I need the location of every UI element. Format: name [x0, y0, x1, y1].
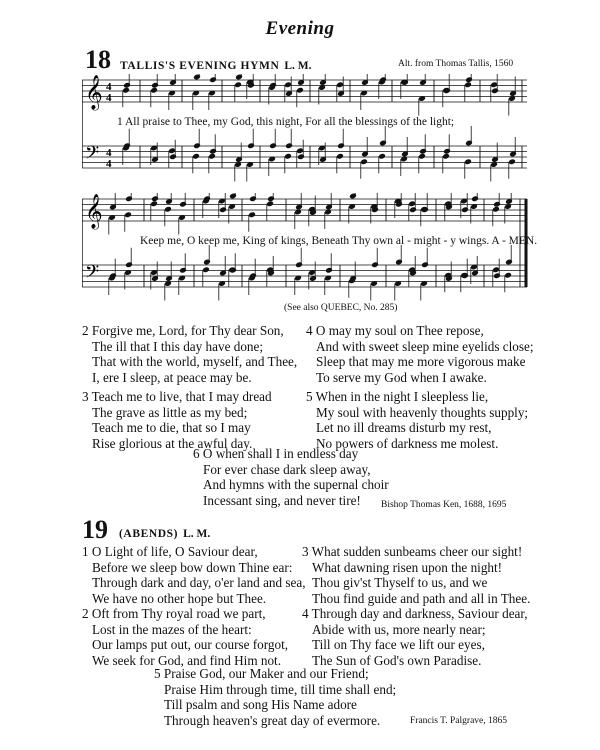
note-head [336, 81, 344, 88]
note-head [208, 153, 216, 160]
treble-staff [82, 80, 527, 102]
treble-clef-icon: 𝄞 [85, 75, 103, 110]
note-head [247, 142, 255, 149]
note-head [443, 148, 451, 155]
note-head [151, 195, 159, 202]
meter: L. M. [284, 60, 312, 72]
note-head [229, 267, 237, 274]
note-head [379, 140, 387, 147]
note-head [421, 261, 429, 268]
note-head [203, 259, 211, 266]
treble-clef-icon: 𝄞 [85, 194, 103, 229]
note-head [150, 87, 158, 94]
note-head [193, 142, 201, 149]
note-head [464, 158, 472, 165]
bass-clef-icon: 𝄢 [85, 143, 100, 168]
note-head [150, 200, 158, 207]
tune-header [120, 56, 312, 74]
note-head [179, 201, 187, 208]
note-head [164, 206, 172, 213]
stanza-4: 4 Through day and darkness, Saviour dear, Abide with us, more nearly near; Till on Thy face we lift our eyes, The Sun of God's own Paradise. [302, 606, 528, 668]
stanza-2: 2 Oft from Thy royal road we part, Lost in the mazes of the heart: Our lamps put out, our course forgot, We seek for God, and find Him not. [82, 606, 289, 668]
note-head [465, 140, 473, 147]
note-head [491, 87, 499, 94]
time-signature: 4 [106, 92, 112, 104]
note-head [267, 195, 275, 202]
note-head [124, 211, 132, 218]
music-system-1 [82, 74, 542, 184]
note-head [248, 211, 256, 218]
note-head [461, 206, 469, 213]
tune-name: (ABENDS) [119, 528, 179, 540]
note-head [219, 206, 227, 213]
note-head [336, 153, 344, 160]
note-head [168, 147, 176, 154]
note-head [493, 272, 501, 279]
stanza-3: 3 Teach me to live, that I may dread The grave as little as my bed; Teach me to die, that so I may Rise glorious at the awful day. [82, 389, 272, 451]
tune-name: TALLIS'S EVENING HYMN [120, 60, 280, 72]
stanza-1: 1 O Light of life, O Saviour dear, Before we sleep bow down Thine ear: Through dark and day, o'er land and sea, We have no other hope but Thee. [82, 544, 306, 606]
note-head [296, 147, 304, 154]
note-head [123, 82, 131, 89]
note-head [408, 200, 416, 207]
note-head [465, 76, 473, 83]
time-signature: 4 [106, 81, 112, 93]
lyric-line-2: Keep me, O keep me, King of kings, Beneath Thy own al - might - y wings. A - MEN. [140, 235, 538, 247]
note-head [505, 259, 513, 266]
note-head [492, 206, 500, 213]
note-head [360, 158, 368, 165]
note-head [234, 81, 242, 88]
note-head [325, 267, 333, 274]
note-head [409, 206, 417, 213]
note-head [151, 82, 159, 89]
note-head [297, 153, 305, 160]
note-head [202, 266, 210, 273]
note-head [492, 266, 500, 273]
note-head [122, 87, 130, 94]
note-head [193, 74, 201, 80]
note-head [295, 261, 303, 268]
note-head [269, 142, 277, 149]
hymn-number: 18 [85, 45, 111, 74]
note-head [209, 76, 217, 83]
composer-credit: Alt. from Thomas Tallis, 1560 [398, 59, 514, 69]
hymn-number: 19 [82, 515, 108, 544]
note-head [192, 153, 200, 160]
note-head [349, 193, 357, 199]
note-head [125, 195, 133, 202]
bass-staff [82, 265, 527, 287]
note-head [296, 87, 304, 94]
note-head [464, 81, 472, 88]
note-head [169, 153, 177, 160]
stanza-5: 5 When in the night I sleepless lie, My soul with heavenly thoughts supply; Let no ill dreams disturb my rest, No powers of darkness me molest. [306, 389, 529, 451]
note-head [125, 261, 133, 268]
stanza-3: 3 What sudden sunbeams cheer our sight! What dawning risen upon the night! Thou giv'st Thyself to us, and we Thou find guide and path and all in Thee. [302, 544, 531, 606]
note-head [442, 153, 450, 160]
note-head [337, 142, 345, 149]
note-head [493, 201, 501, 208]
note-head [284, 81, 292, 88]
time-signature: 4 [106, 147, 112, 159]
note-head [421, 206, 429, 213]
note-head [209, 148, 217, 155]
music-system-2 [82, 193, 542, 303]
note-head [266, 200, 274, 207]
note-head [461, 272, 469, 279]
note-head [508, 158, 516, 165]
note-head [471, 195, 479, 202]
note-head [378, 153, 386, 160]
note-head [490, 81, 498, 88]
note-head [418, 153, 426, 160]
note-head [443, 87, 451, 94]
stanza-6: 6 O when shall I in endless day For ever chase dark sleep away, And hymns with the supernal choir Incessant sing, and never tire! [193, 446, 389, 508]
page-title: Evening [265, 18, 335, 39]
lyric-line-1: 1 All praise to Thee, my God, this night, For all the blessings of the light; [117, 116, 455, 128]
note-head [371, 261, 379, 268]
note-head [285, 142, 293, 149]
note-head [284, 153, 292, 160]
note-head [504, 272, 512, 279]
author-credit: Francis T. Palgrave, 1865 [410, 716, 508, 726]
tune-header [119, 524, 210, 542]
note-head [235, 74, 243, 80]
see-also-note: (See also QUEBEC, No. 285) [284, 303, 398, 313]
stanza-2: 2 Forgive me, Lord, for Thy dear Son, The ill that I this day have done; That with the world, myself, and Thee, I, ere I sleep, at peace may be. [82, 323, 298, 385]
stanza-5: 5 Praise God, our Maker and our Friend; Praise Him through time, till time shall end; Till psalm and song His Name adore Through heaven's great day of evermore. [154, 666, 397, 728]
bass-staff [82, 146, 527, 168]
note-head [229, 193, 237, 199]
meter: L. M. [183, 528, 211, 540]
stanza-4: 4 O may my soul on Thee repose, And with sweet sleep mine eyelids close; Sleep that may me more vigorous make To serve my God when I awake. [306, 323, 534, 385]
note-head [179, 267, 187, 274]
treble-staff [82, 199, 527, 221]
note-head [419, 148, 427, 155]
author-credit: Bishop Thomas Ken, 1688, 1695 [381, 500, 507, 510]
time-signature: 4 [106, 158, 112, 170]
bass-clef-icon: 𝄢 [85, 262, 100, 287]
note-head [395, 259, 403, 266]
note-head [249, 195, 257, 202]
